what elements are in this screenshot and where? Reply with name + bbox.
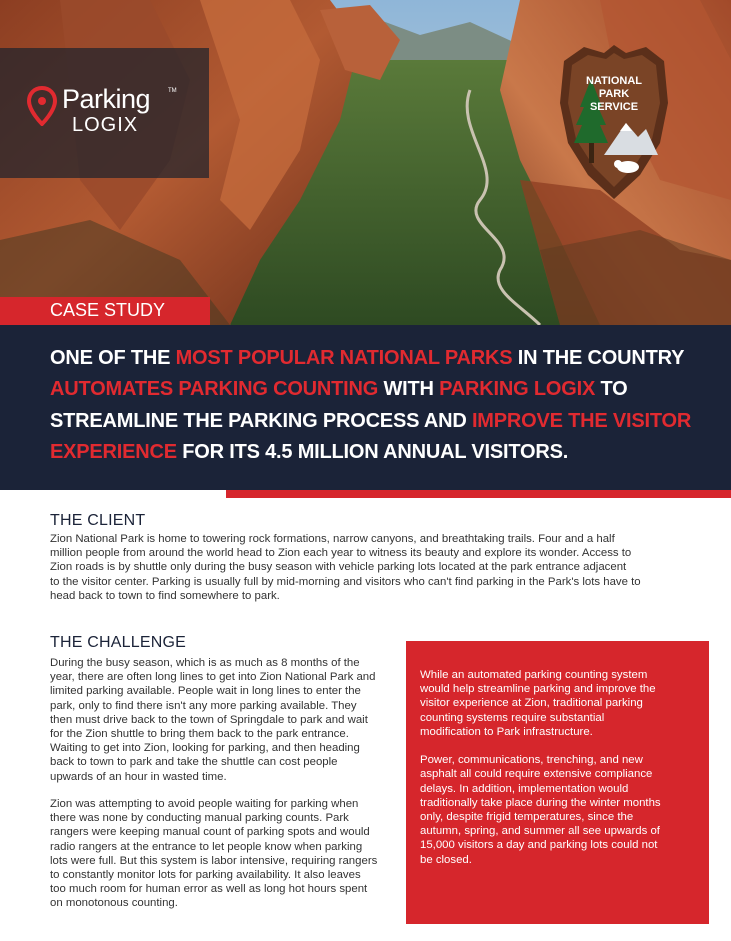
logo-subtitle: LOGIX — [72, 114, 139, 136]
callout-paragraph-1 — [420, 668, 694, 739]
headline-segment: AUTOMATES PARKING COUNTING — [50, 378, 379, 401]
text-line: Zion National Park is home to towering rock formations, narrow canyons, and breathtaking trails. Four and a half — [50, 533, 615, 545]
text-line: on monotonous counting. — [50, 897, 178, 910]
nps-label-line3: SERVICE — [589, 101, 639, 113]
headline-segment: THE PARKING PROCESS AND — [178, 409, 472, 432]
text-line: back to town to park and take the shuttle can cost people — [50, 756, 338, 769]
text-line: be closed. — [420, 853, 472, 866]
callout-paragraph-2 — [420, 753, 694, 867]
headline-segment: TO — [595, 378, 628, 401]
case-study-tab: CASE STUDY — [0, 297, 210, 325]
text-line: million people from around the world head to Zion each year to witness its beauty and explore its wonder. Access to — [50, 547, 632, 560]
text-line: too much room for human error as well as long hot hours spent — [50, 883, 368, 896]
text-line: would help streamline parking and improve the — [420, 683, 656, 696]
text-line: Zion was attempting to avoid people waiting for parking when — [50, 798, 359, 810]
challenge-paragraph-2 — [50, 797, 400, 911]
client-heading: THE CLIENT — [50, 512, 146, 529]
headline-segment: IMPROVE THE VISITOR — [471, 409, 692, 432]
text-line: asphalt all could require extensive compliance — [420, 768, 653, 781]
text-line: autumn, spring, and summer all see upwards of — [420, 825, 660, 838]
headline-segment: EXPERIENCE — [50, 440, 177, 463]
nps-arrowhead-emblem — [556, 43, 672, 203]
headline-segment: FOR ITS 4.5 MILLION ANNUAL VISITORS. — [176, 440, 569, 463]
callout-box — [406, 641, 709, 924]
text-line: visitor experience at Zion, traditional parking — [420, 697, 643, 710]
headline-segment: IN THE COUNTRY — [512, 347, 685, 369]
text-line: traditionally take place during the winter months — [420, 796, 661, 809]
client-paragraph — [50, 532, 720, 603]
text-line: rangers were keeping manual count of parking spots and would — [50, 826, 370, 839]
headline-line-4 — [50, 437, 710, 468]
headline-segment: ONE OF THE — [50, 347, 176, 369]
headline-segment: PARKING LOGIX — [439, 378, 596, 401]
headline-segment: WITH — [378, 378, 440, 401]
challenge-heading: THE CHALLENGE — [50, 634, 186, 651]
challenge-paragraph-1 — [50, 656, 400, 784]
logo-trademark: TM — [168, 88, 177, 94]
text-line: to constantly monitor lots for parking availability. It also leaves — [50, 869, 361, 882]
text-line: lots were full. But this system is labor intensive, requiring rangers — [50, 854, 378, 867]
text-line: While an automated parking counting system — [420, 669, 648, 681]
text-line: delays. In addition, implementation would — [420, 782, 629, 795]
text-line: for the Zion shuttle to bring them back to the park entrance. — [50, 728, 349, 741]
text-line: only, despite frigid temperatures, since the — [420, 811, 634, 824]
headline — [50, 343, 710, 468]
text-line: Power, communications, trenching, and new — [420, 754, 643, 767]
text-line: upwards of an hour in wasted time. — [50, 770, 227, 783]
headline-segment: MOST POPULAR NATIONAL PARKS — [175, 347, 513, 369]
logo-wordmark: Parking — [62, 84, 151, 114]
text-line: then must drive back to the town of Springdale to park and wait — [50, 713, 368, 726]
text-line: During the busy season, which is as much as 8 months of the — [50, 657, 360, 669]
parking-logix-logo — [0, 48, 209, 178]
text-line: head back to town to find somewhere to park. — [50, 589, 280, 602]
text-line: year, there are often long lines to get into Zion National Park and — [50, 671, 376, 684]
text-line: modification to Park infrastructure. — [420, 725, 593, 738]
nps-label-line1: NATIONAL — [585, 75, 642, 87]
text-line: radio rangers at the entrance to let people know when parking — [50, 840, 363, 853]
accent-rule — [226, 490, 731, 498]
text-line: 15,000 visitors a day and parking lots could not — [420, 839, 658, 852]
text-line: Zion roads is by shuttle only during the busy season with vehicle parking lots located at the park entrance adjacent — [50, 561, 627, 574]
text-line: Waiting to get into Zion, looking for parking, and then heading — [50, 742, 360, 755]
text-line: there was none by conducting manual parking counts. Park — [50, 812, 349, 825]
headline-line-2 — [50, 374, 710, 405]
map-pin-icon — [26, 86, 58, 126]
headline-segment: STREAMLINE — [50, 409, 179, 432]
text-line: limited parking available. People wait in long lines to enter the — [50, 685, 361, 698]
text-line: counting systems require substantial — [420, 711, 605, 724]
headline-line-3 — [50, 406, 710, 437]
arrowhead-icon — [556, 43, 672, 203]
nps-label-line2: PARK — [598, 88, 630, 100]
text-line: park, only to find there isn't any more parking available. They — [50, 699, 357, 712]
headline-line-1 — [50, 343, 710, 374]
text-line: to the visitor center. Parking is usually full by mid-morning and visitors who can't find parking in the Park's lots have to — [50, 575, 641, 588]
